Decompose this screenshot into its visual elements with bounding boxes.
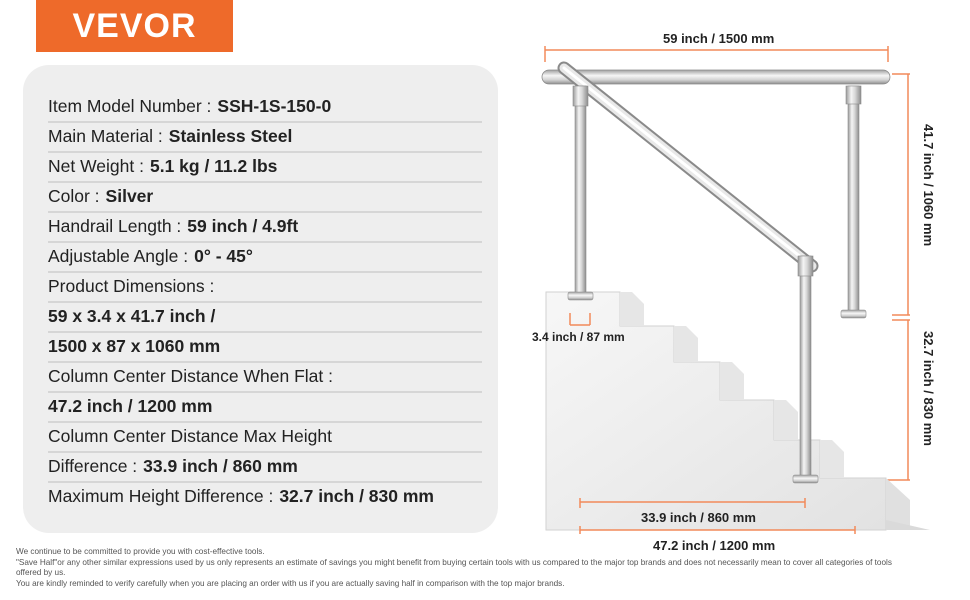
spec-row-max-height-difference	[48, 481, 482, 511]
disclaimer-line: We continue to be committed to provide you with cost-effective tools.	[16, 547, 265, 556]
spec-label: Difference :	[48, 455, 138, 476]
spec-label: 47.2 inch / 1200 mm	[48, 395, 213, 416]
handrail-illustration	[520, 20, 970, 560]
spec-row-angle	[48, 241, 482, 273]
spec-value: SSH-1S-150-0	[217, 95, 332, 116]
post-spacing-label: 33.9 inch / 860 mm	[641, 510, 756, 525]
spec-label: Net Weight :	[48, 155, 144, 176]
spec-row-flat-distance	[48, 361, 482, 393]
spec-row-weight	[48, 151, 482, 183]
right-height-label: 41.7 inch / 1060 mm	[921, 124, 936, 247]
spec-row-flat-distance-value	[48, 391, 482, 423]
spec-value: 59 inch / 4.9ft	[187, 215, 299, 236]
spec-label: Color :	[48, 185, 100, 206]
spec-value: 5.1 kg / 11.2 lbs	[149, 155, 278, 176]
spec-row-dimensions	[48, 271, 482, 303]
spec-row-max-height	[48, 421, 482, 453]
spec-value: Silver	[105, 185, 154, 206]
spec-value: 32.7 inch / 830 mm	[279, 485, 434, 506]
top-width-label: 59 inch / 1500 mm	[663, 31, 775, 46]
spec-label: 59 x 3.4 x 41.7 inch /	[48, 305, 216, 326]
spec-label: Maximum Height Difference :	[48, 485, 274, 506]
spec-card	[23, 65, 498, 533]
total-spacing-label: 47.2 inch / 1200 mm	[653, 538, 776, 553]
right-lower-height-label: 32.7 inch / 830 mm	[921, 331, 936, 446]
disclaimer	[16, 547, 916, 589]
right-dimension-line	[820, 74, 910, 480]
disclaimer-line: "Save Half"or any other similar expressions used by us only represents an estimate of savings you might benefit from buying certain tools with us compared to the major top brands and does not necessarily mean to cover all categories of tools offered by us.	[16, 557, 892, 578]
spec-label: Main Material :	[48, 125, 163, 146]
spec-row-dimensions-inch	[48, 301, 482, 333]
stairs	[546, 292, 930, 530]
spec-row-length	[48, 211, 482, 243]
post-base-label: 3.4 inch / 87 mm	[532, 330, 625, 344]
spec-row-dimensions-mm	[48, 331, 482, 363]
spec-label: Item Model Number :	[48, 95, 212, 116]
vevor-logo: VEVOR	[36, 0, 233, 52]
top-dimension-line	[545, 46, 888, 62]
disclaimer-line: You are kindly reminded to verify carefully when you are placing an order with us if you are actually saving half in comparison with the top major brands.	[16, 578, 565, 588]
spec-label: 1500 x 87 x 1060 mm	[48, 335, 221, 356]
spec-label: Column Center Distance Max Height	[48, 425, 333, 446]
spec-value: 0° - 45°	[194, 245, 253, 266]
spec-row-material	[48, 121, 482, 153]
spec-row-difference	[48, 451, 482, 483]
spec-row-model	[48, 91, 482, 123]
handrail-diagram	[520, 20, 970, 560]
spec-row-color	[48, 181, 482, 213]
spec-value: 33.9 inch / 860 mm	[143, 455, 298, 476]
spec-value: Stainless Steel	[168, 125, 293, 146]
spec-label: Handrail Length :	[48, 215, 182, 236]
spec-label: Column Center Distance When Flat :	[48, 365, 333, 386]
spec-label: Adjustable Angle :	[48, 245, 189, 266]
spec-label: Product Dimensions :	[48, 275, 215, 296]
